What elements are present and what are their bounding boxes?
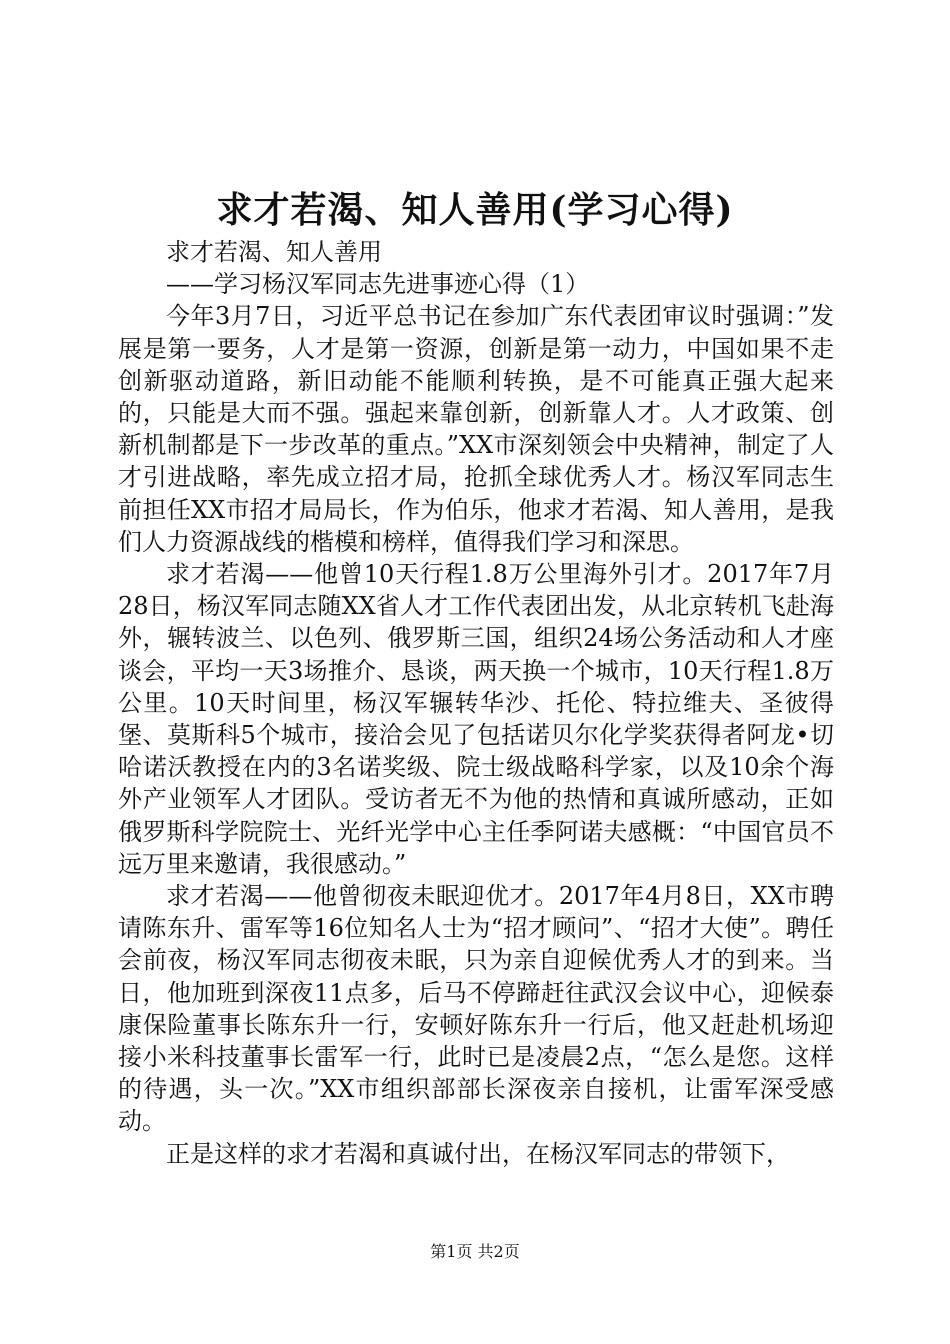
body-paragraph: 今年3月7日，习近平总书记在参加广东代表团审议时强调：”发展是第一要务，人才是第一资源，创新是第一动力，中国如果不走创新驱动道路，新旧动能不能顺利转换，是不可能真正强大起来的，只能是大而不强。强起来靠创新，创新靠人才。人才政策、创新机制都是下一步改革的重点。”XX市深刻领会中央精神，制定了人才引进战略，率先成立招才局，抢抓全球优秀人才。杨汉军同志生前担任XX市招才局局长，作为伯乐，他求才若渴、知人善用，是我们人力资源战线的楷模和榜样，值得我们学习和深思。 [118,302,834,556]
document-title: 求才若渴、知人善用(学习心得) [216,189,734,231]
subtitle-subline: ——学习杨汉军同志先进事迹心得（1） [166,270,590,299]
body-paragraph: 求才若渴——他曾10天行程1.8万公里海外引才。2017年7月28日，杨汉军同志随XX省人才工作代表团出发，从北京转机飞赴海外，辗转波兰、以色列、俄罗斯三国，组织24场公务活动和人才座谈会，平均一天3场推介、恳谈，两天换一个城市，10天行程1.8万公里。10天时间里，杨汉军辗转华沙、托伦、特拉维夫、圣彼得堡、莫斯科5个城市，接洽会见了包括诺贝尔化学奖获得者阿龙•切哈诺沃教授在内的3名诺奖级、院士级战略科学家，以及10余个海外产业领军人才团队。受访者无不为他的热情和真诚所感动，正如俄罗斯科学院院士、光纤光学中心主任季阿诺夫感概：“中国官员不远万里来邀请，我很感动。” [118,560,834,878]
document-body [118,236,834,1170]
subtitle-line: 求才若渴、知人善用 [166,238,382,266]
page-number: 第1页 共2页 [430,1242,520,1261]
body-paragraph: 求才若渴——他曾彻夜未眠迎优才。2017年4月8日，XX市聘请陈东升、雷军等16位知名人士为“招才顾问”、“招才大使”。聘任会前夜，杨汉军同志彻夜未眠，只为亲自迎候优秀人才的到来。当日，他加班到深夜11点多，后马不停蹄赶往武汉会议中心，迎候泰康保险董事长陈东升一行，安顿好陈东升一行后，他又赶赴机场迎接小米科技董事长雷军一行，此时已是凌晨2点，“怎么是您。这样的待遇，头一次。”XX市组织部部长深夜亲自接机，让雷军深受感动。 [118,882,834,1136]
page-footer [0,1240,950,1264]
body-paragraph: 正是这样的求才若渴和真诚付出，在杨汉军同志的带领下， [166,1139,790,1168]
